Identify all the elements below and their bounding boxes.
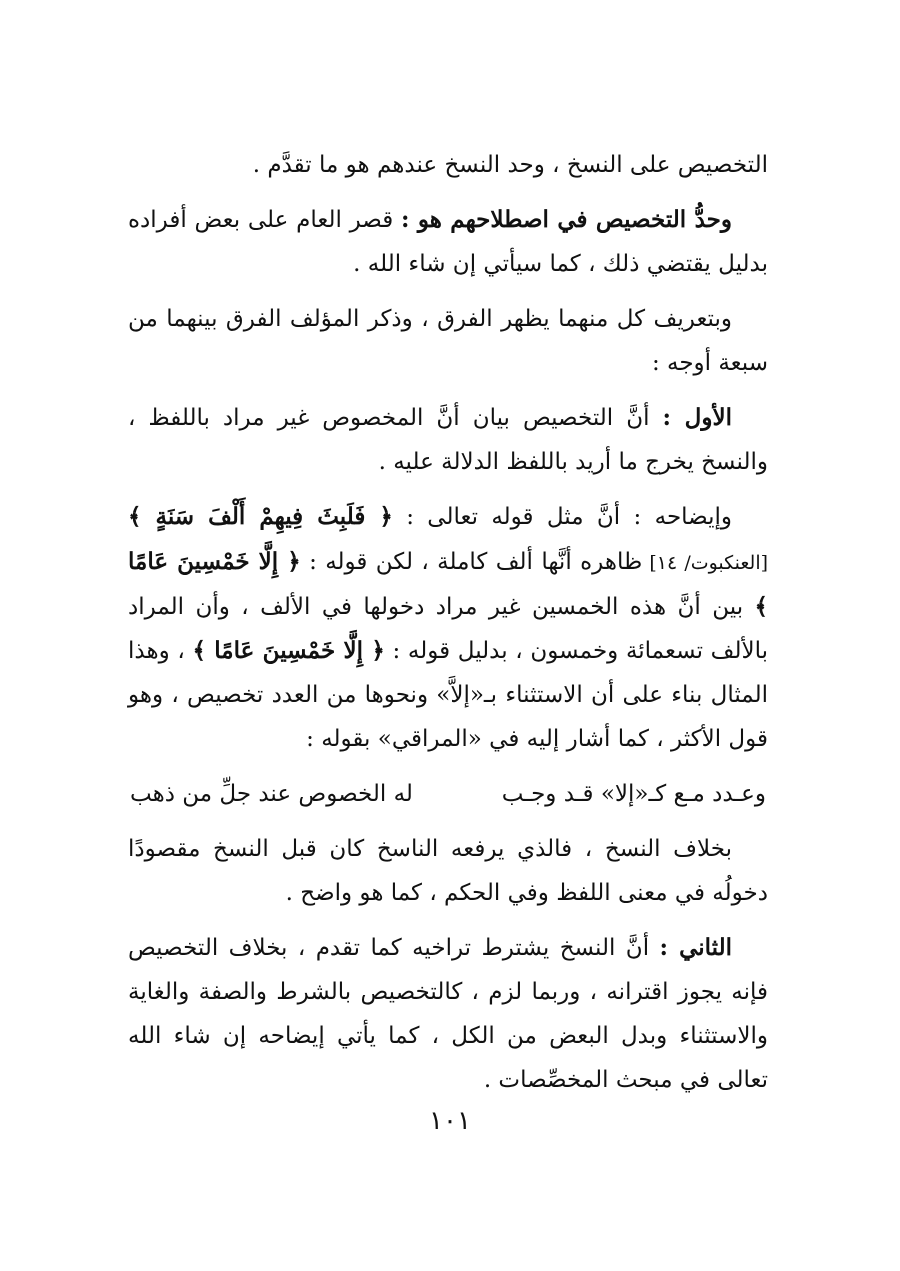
paragraph-6 [128, 827, 768, 915]
page-body [128, 143, 768, 1113]
paragraph-7-text: أنَّ النسخ يشترط تراخيه كما تقدم ، بخلاف التخصيص فإنه يجوز اقترانه ، وربما لزم ، كالتخصيص بالشرط والصفة والغاية والاستثناء وبدل البعض من الكل ، كما يأتي إيضاحه إن شاء الله تعالى في مبحث المخصِّصات . [128, 935, 768, 1093]
paragraph-1-text: التخصيص على النسخ ، وحد النسخ عندهم هو ما تقدَّم . [252, 152, 768, 178]
quran-verse-1: ﴿ فَلَبِثَ فِيهِمْ أَلْفَ سَنَةٍ ﴾ [128, 503, 393, 530]
poem-second-hemistich: له الخصوص عند جلِّ من ذهب [130, 781, 413, 807]
first-difference-heading: الأول : [662, 404, 732, 431]
paragraph-2 [128, 198, 768, 286]
page-number: ١٠١ [429, 1106, 471, 1136]
quran-verse-2: ﴿ إِلَّا خَمْسِينَ عَامًا ﴾ [128, 548, 768, 620]
paragraph-4 [128, 396, 768, 484]
paragraph-3 [128, 297, 768, 385]
paragraph-2-text: قصر العام على بعض أفراده بدليل يقتضي ذلك ، كما سيأتي إن شاء الله . [128, 207, 768, 277]
poem-verse [128, 772, 768, 816]
second-difference-heading: الثاني : [659, 934, 732, 961]
paragraph-7 [128, 926, 768, 1102]
quran-verse-3: ﴿ إِلَّا خَمْسِينَ عَامًا ﴾ [192, 637, 385, 664]
paragraph-5-text-c: بين أنَّ هذه الخمسين غير مراد دخولها في الألف ، وأن المراد بالألف تسعمائة وخمسون ، بدليل قوله : [128, 594, 768, 664]
paragraph-6-text: بخلاف النسخ ، فالذي يرفعه الناسخ كان قبل النسخ مقصودًا دخولُه في معنى اللفظ وفي الحكم ، كما هو واضح . [128, 836, 768, 906]
paragraph-5-text-d: ، وهذا المثال بناء على أن الاستثناء بـ«إلاَّ» ونحوها من العدد تخصيص ، وهو قول الأكثر ، كما أشار إليه في «المراقي» بقوله : [128, 638, 768, 752]
paragraph-1 [128, 143, 768, 187]
surah-reference: [العنكبوت/ ١٤] [642, 552, 769, 574]
paragraph-3-text: وبتعريف كل منهما يظهر الفرق ، وذكر المؤلف الفرق بينهما من سبعة أوجه : [128, 306, 768, 376]
paragraph-4-text: أنَّ التخصيص بيان أنَّ المخصوص غير مراد باللفظ ، والنسخ يخرج ما أريد باللفظ الدلالة عليه . [128, 405, 768, 475]
paragraph-5-text-b: ظاهره أنَّها ألف كاملة ، لكن قوله : [300, 549, 643, 575]
paragraph-5-text-a: وإيضاحه : أنَّ مثل قوله تعالى : [392, 504, 733, 530]
poem-first-hemistich: وعـدد مـع كـ«إلا» قـد وجـب [501, 781, 766, 807]
tahkhsis-definition-heading: وحدُّ التخصيص في اصطلاحهم هو : [400, 206, 732, 233]
paragraph-5 [128, 495, 768, 761]
